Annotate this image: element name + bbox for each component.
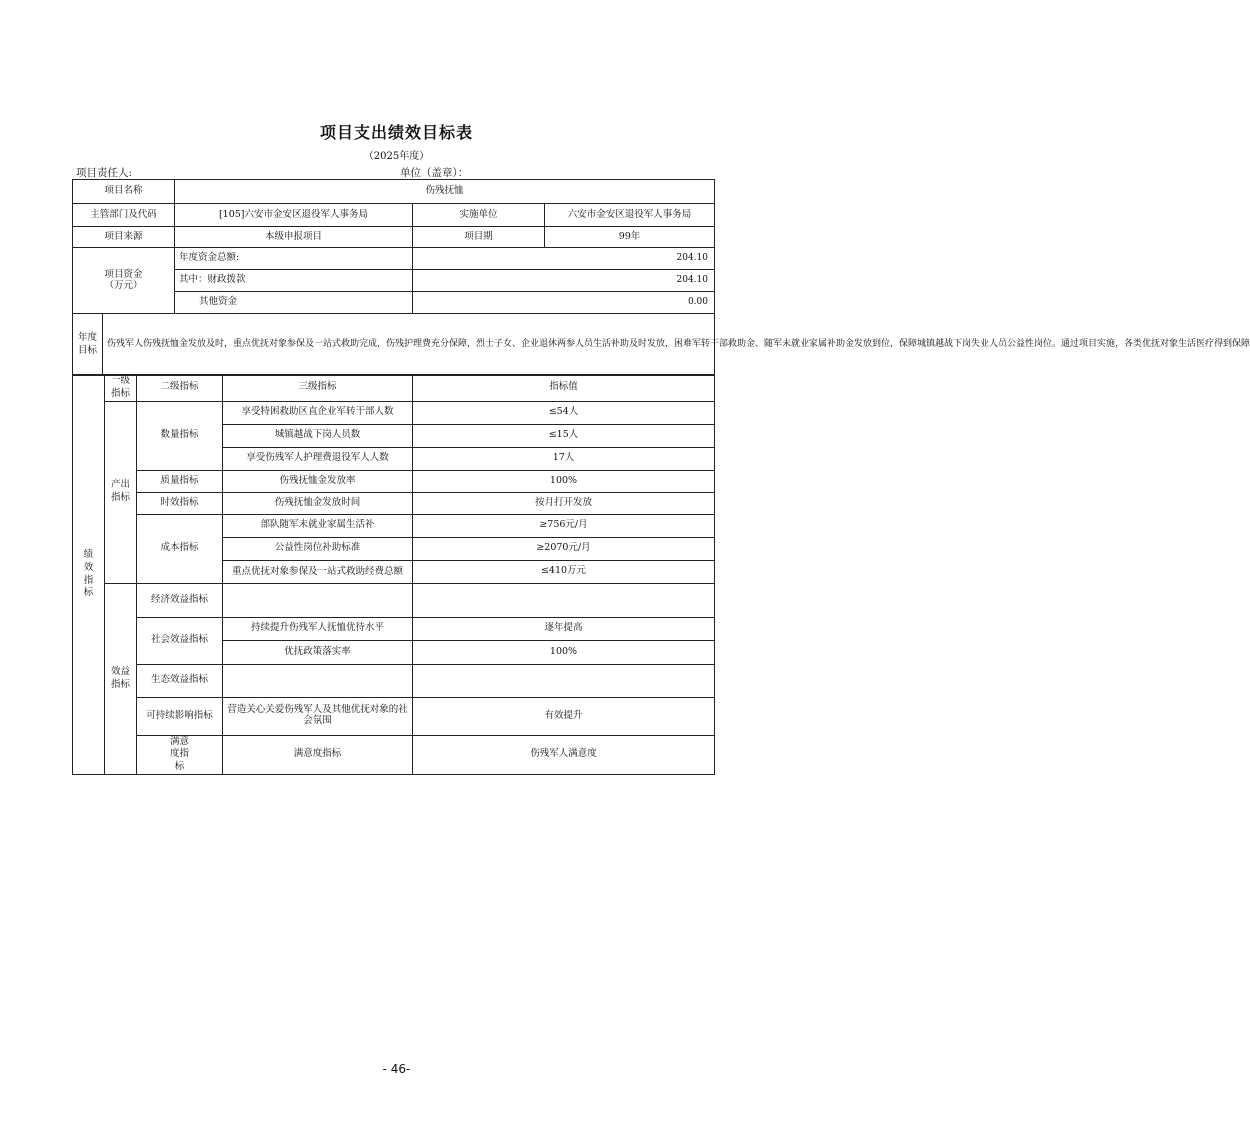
indicator-value: 有效提升 <box>413 697 715 735</box>
indicator-value: 100% <box>413 640 715 664</box>
satisfaction-level1-label: 满意 度指 标 <box>137 735 223 774</box>
indicator-name: 伤残抚恤金发放率 <box>223 470 413 492</box>
effect-indicator-label: 效益 指标 <box>105 583 137 774</box>
indicator-value <box>413 583 715 617</box>
funds-label: 项目资金 （万元） <box>73 248 175 314</box>
social-indicator-label: 社会效益指标 <box>137 617 223 664</box>
indicator-value: ≥756元/月 <box>413 514 715 537</box>
period-label: 项目期 <box>413 227 545 248</box>
indicator-name: 优抚政策落实率 <box>223 640 413 664</box>
indicator-name: 持续提升伤残军人抚恤优待水平 <box>223 617 413 640</box>
goal-label: 年度 目标 <box>73 314 103 376</box>
impl-unit-value: 六安市金安区退役军人事务局 <box>545 204 715 227</box>
indicator-value: 按月打开发放 <box>413 492 715 514</box>
indicator-name: 享受特困救助区直企业军转干部人数 <box>223 401 413 424</box>
indicator-name: 营造关心关爱伤残军人及其他优抚对象的社会氛围 <box>223 697 413 735</box>
time-indicator-label: 时效指标 <box>137 492 223 514</box>
dept-value: [105]六安市金安区退役军人事务局 <box>175 204 413 227</box>
info-table <box>72 179 715 314</box>
col-level2-header: 二级指标 <box>137 375 223 402</box>
dept-label: 主管部门及代码 <box>73 204 175 227</box>
performance-table <box>72 374 715 775</box>
funds-other-label: 其他资金 <box>175 292 413 314</box>
economic-indicator-label: 经济效益指标 <box>137 583 223 617</box>
funds-fiscal-value: 204.10 <box>413 270 715 292</box>
performance-main-label: 绩 效 指 标 <box>73 375 105 775</box>
indicator-name: 部队随军未就业家属生活补 <box>223 514 413 537</box>
project-name-label: 项目名称 <box>73 180 175 204</box>
indicator-value <box>413 664 715 697</box>
quality-indicator-label: 质量指标 <box>137 470 223 492</box>
indicator-name <box>223 583 413 617</box>
page-title: 项目支出绩效目标表 <box>319 123 473 142</box>
eco-indicator-label: 生态效益指标 <box>137 664 223 697</box>
indicator-name: 城镇越战下岗人员数 <box>223 424 413 447</box>
funds-total-label: 年度资金总额: <box>175 248 413 270</box>
source-value: 本级申报项目 <box>175 227 413 248</box>
col-value-header: 指标值 <box>413 375 715 402</box>
indicator-value: ≥2070元/月 <box>413 537 715 560</box>
sustain-indicator-label: 可持续影响指标 <box>137 697 223 735</box>
indicator-value: ≤410万元 <box>413 560 715 583</box>
funds-fiscal-label: 其中：财政拨款 <box>175 270 413 292</box>
period-value: 99年 <box>545 227 715 248</box>
indicator-value: ≤54人 <box>413 401 715 424</box>
col-level3-header: 三级指标 <box>223 375 413 402</box>
cost-indicator-label: 成本指标 <box>137 514 223 583</box>
source-label: 项目来源 <box>73 227 175 248</box>
responsible-label: 项目责任人: <box>76 167 133 179</box>
indicator-name: 公益性岗位补助标准 <box>223 537 413 560</box>
indicator-value: 17人 <box>413 447 715 470</box>
funds-other-value: 0.00 <box>413 292 715 314</box>
indicator-value: 100% <box>413 470 715 492</box>
unit-label: 单位（盖章）： <box>400 167 469 179</box>
page-subtitle: （2025年度） <box>363 151 430 162</box>
indicator-name: 重点优抚对象参保及一站式救助经费总额 <box>223 560 413 583</box>
goal-table <box>72 313 1250 376</box>
indicator-value: 逐年提高 <box>413 617 715 640</box>
quantity-indicator-label: 数量指标 <box>137 401 223 470</box>
funds-total-value: 204.10 <box>413 248 715 270</box>
project-name-value: 伤残抚恤 <box>175 180 715 204</box>
indicator-name: 伤残抚恤金发放时间 <box>223 492 413 514</box>
col-level1-header: 一级 指标 <box>105 375 137 402</box>
indicator-name: 享受伤残军人护理费退役军人人数 <box>223 447 413 470</box>
satisfaction-indicator-label: 满意度指标 <box>223 735 413 774</box>
output-indicator-label: 产出 指标 <box>105 401 137 583</box>
indicator-name <box>223 664 413 697</box>
page-number: - 46- <box>382 1062 411 1076</box>
indicator-name: 伤残军人满意度 <box>413 735 715 774</box>
impl-unit-label: 实施单位 <box>413 204 545 227</box>
goal-text: 伤残军人伤残抚恤金发放及时，重点优抚对象参保及一站式救助完成，伤残护理费充分保障，烈士子女、企业退休两参人员生活补助及时发放，困难军转干部救助金、随军未就业家属补助金发放到位，保障城镇越战下岗失业人员公益性岗位。通过项目实施，各类优抚对象生活医疗得到保障 <box>103 314 715 376</box>
indicator-value: ≤15人 <box>413 424 715 447</box>
